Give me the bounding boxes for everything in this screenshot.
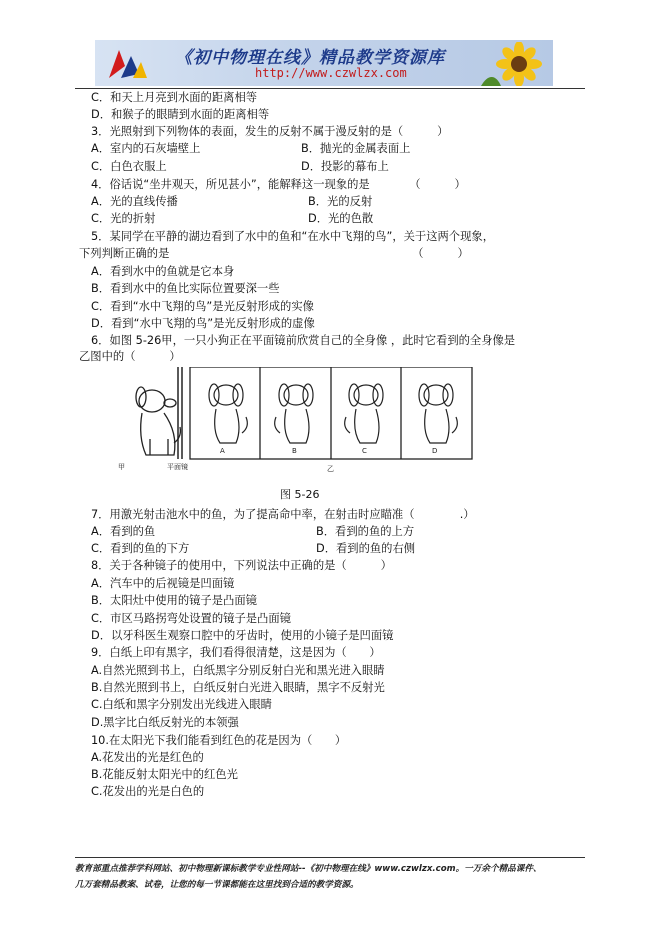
footer-line: 教育部重点推荐学科网站、初中物理新课标教学专业性网站--《初中物理在线》www.czwlzx.com。一万余个精品课件、: [75, 864, 542, 874]
question-8: 8．关于各种镜子的使用中，下列说法中正确的是（ ）: [91, 559, 392, 572]
option-line: D．看到“水中飞翔的鸟”是光反射形成的虚像: [91, 317, 315, 330]
option-line: B．看到水中的鱼比实际位置要深一些: [91, 282, 280, 295]
footer-line: 几万套精品教案、试卷，让您的每一节课都能在这里找到合适的教学资源。: [75, 880, 359, 890]
option-line: D．投影的幕布上: [301, 160, 389, 173]
option-line: A．看到的鱼: [91, 525, 156, 538]
question-10: 10.在太阳光下我们能看到红色的花是因为（ ）: [91, 734, 347, 747]
option-line: C．市区马路拐弯处设置的镜子是凸面镜: [91, 612, 291, 625]
banner-url[interactable]: http://www.czwlzx.com: [255, 66, 407, 80]
figure-caption: 图 5-26: [280, 488, 320, 501]
option-line: A.花发出的光是红色的: [91, 751, 204, 764]
option-line: C．白色衣服上: [91, 160, 167, 173]
question-3: 3．光照射到下列物体的表面，发生的反射不属于漫反射的是（ ）: [91, 125, 449, 138]
option-line: C.白纸和黑字分别发出光线进入眼睛: [91, 698, 272, 711]
question-5: 5．某同学在平静的湖边看到了水中的鱼和“在水中飞翔的鸟”，关于这两个现象，: [91, 230, 494, 243]
option-line: B．看到的鱼的上方: [316, 525, 415, 538]
banner-title: 《初中物理在线》精品教学资源库: [175, 48, 445, 68]
option-line: D．看到的鱼的右侧: [316, 542, 416, 555]
header-banner: [95, 40, 553, 86]
option-line: D.黑字比白纸反射光的本领强: [91, 716, 239, 729]
label-yi: 乙: [327, 465, 334, 473]
option-line: D．和猴子的眼睛到水面的距离相等: [91, 108, 270, 121]
dog-option-d: [419, 384, 457, 443]
question-6: 6．如图 5-26甲，一只小狗正在平面镜前欣赏自己的全身像 ，此时它看到的全身像是: [91, 334, 516, 347]
option-line: B.花能反射太阳光中的红色光: [91, 768, 238, 781]
option-line: A.自然光照到书上，白纸黑字分别反射白光和黑光进入眼睛: [91, 664, 385, 677]
figure-5-26: [112, 367, 477, 475]
dog-jia: [136, 387, 180, 455]
option-line: D．光的色散: [308, 212, 374, 225]
option-line: C．和天上月亮到水面的距离相等: [91, 91, 258, 104]
question-4: 4．俗话说“坐井观天，所见甚小”，能解释这一现象的是 （ ）: [91, 178, 466, 191]
option-line: B．抛光的金属表面上: [301, 142, 411, 155]
header-divider: [75, 88, 585, 89]
site-logo-icon: [105, 44, 149, 82]
page-footer: [75, 861, 542, 893]
question-6-cont: 乙图中的（ ）: [79, 350, 181, 363]
option-line: A．汽车中的后视镜是凹面镜: [91, 577, 235, 590]
question-7: 7．用激光射击池水中的鱼，为了提高命中率，在射击时应瞄准（ .）: [91, 508, 475, 521]
dog-option-a: [209, 384, 247, 443]
option-line: C．看到的鱼的下方: [91, 542, 190, 555]
option-line: A．室内的石灰墙壁上: [91, 142, 201, 155]
label-jia: 甲: [118, 463, 125, 471]
option-line: D．以牙科医生观察口腔中的牙齿时，使用的小镜子是凹面镜: [91, 629, 394, 642]
footer-divider: [75, 857, 585, 858]
label-mirror: 平面镜: [167, 463, 188, 471]
plane-mirror: [178, 367, 182, 459]
question-9: 9．白纸上印有黑字，我们看得很清楚，这是因为（ ）: [91, 646, 381, 659]
dog-option-c: [345, 384, 383, 443]
question-5-cont: 下列判断正确的是 （ ）: [79, 247, 469, 260]
option-label-a: A: [220, 447, 225, 455]
option-line: B.自然光照到书上，白纸反射白光进入眼睛，黑字不反射光: [91, 681, 385, 694]
option-line: A．光的直线传播: [91, 195, 178, 208]
option-line: B．太阳灶中使用的镜子是凸面镜: [91, 594, 257, 607]
option-label-c: C: [362, 447, 367, 455]
sunflower-icon: [479, 42, 549, 86]
option-label-d: D: [432, 447, 438, 455]
option-line: C.花发出的光是白色的: [91, 785, 205, 798]
option-line: A．看到水中的鱼就是它本身: [91, 265, 235, 278]
dog-option-b: [275, 384, 313, 443]
option-label-b: B: [292, 447, 297, 455]
option-line: C．光的折射: [91, 212, 156, 225]
option-line: C．看到“水中飞翔的鸟”是光反射形成的实像: [91, 300, 314, 313]
option-line: B．光的反射: [308, 195, 373, 208]
